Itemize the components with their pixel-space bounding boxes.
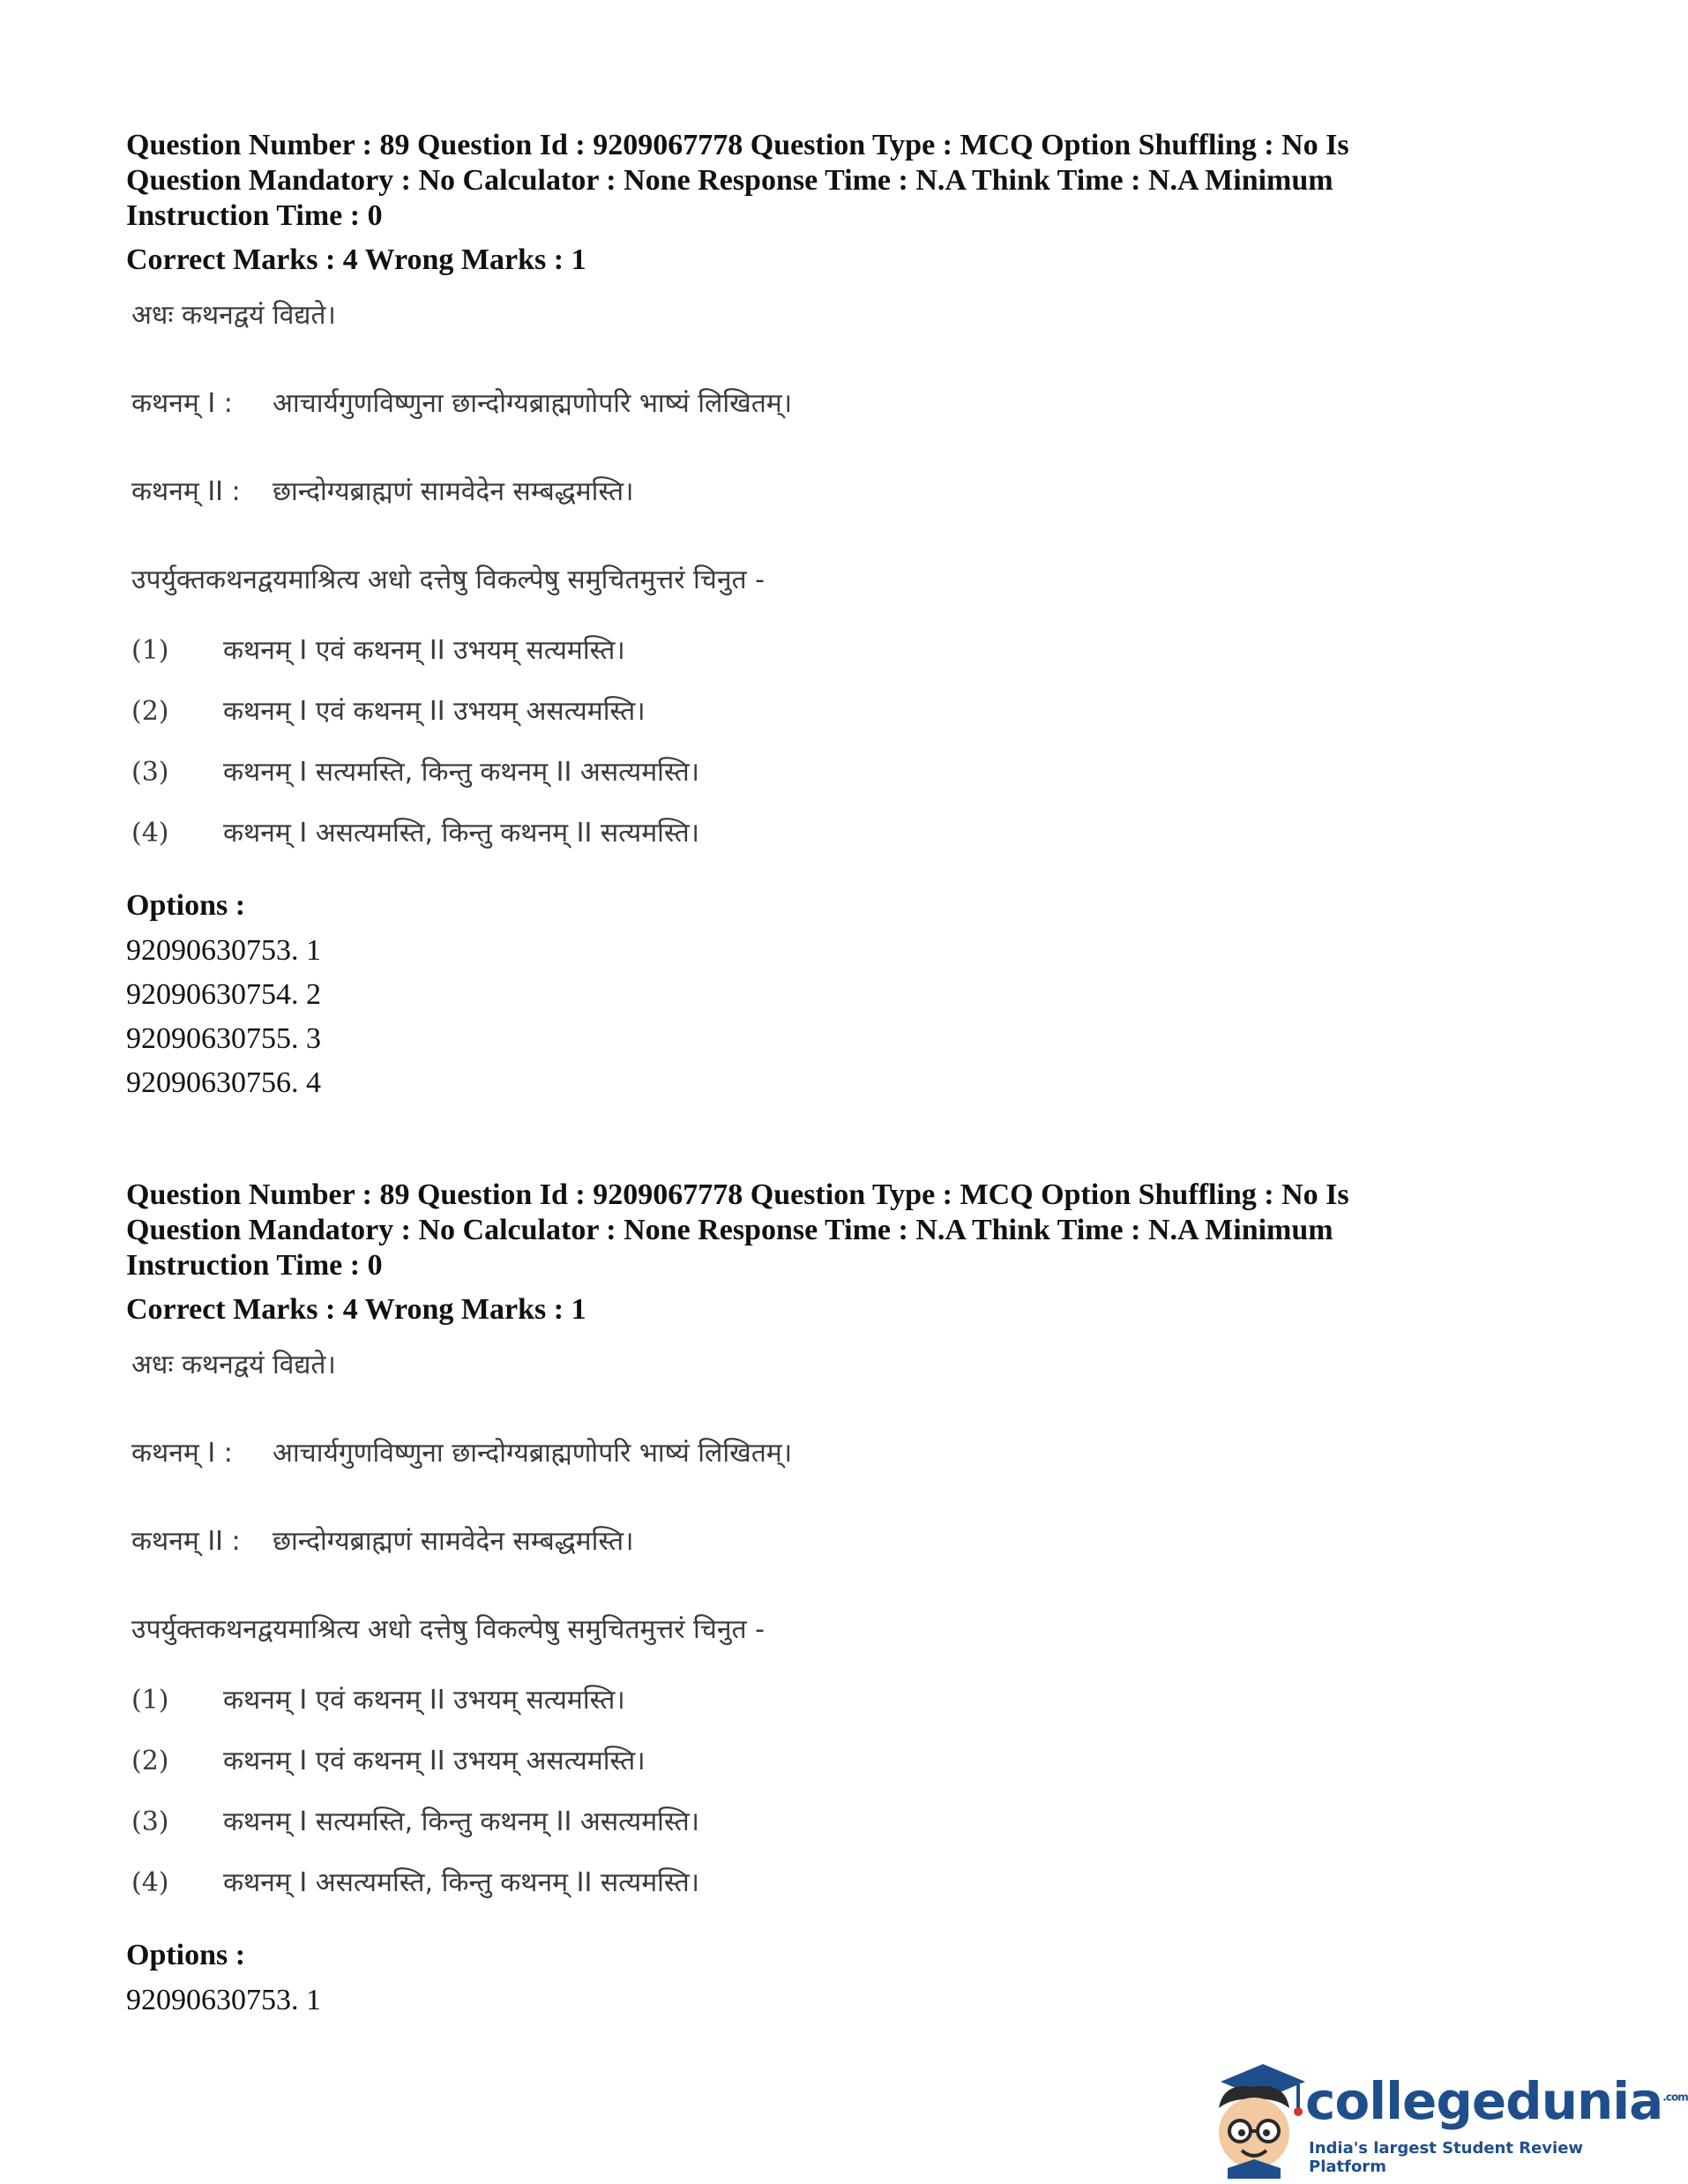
choice-item: [131, 681, 1502, 742]
statement-2: [131, 470, 1502, 514]
question-body: [131, 1343, 1502, 1913]
choice-text: कथनम् I सत्यमस्ति, किन्तु कथनम् II असत्यमस्ति।: [223, 1806, 700, 1837]
choice-item: [131, 1670, 1502, 1731]
choice-number: (4): [131, 1867, 169, 1898]
choice-text: कथनम् I असत्यमस्ति, किन्तु कथनम् II सत्यमस्ति।: [223, 818, 700, 849]
collegedunia-logo: [1201, 2055, 1688, 2179]
choice-text: कथनम् I एवं कथनम् II उभयम् असत्यमस्ति।: [223, 1746, 646, 1776]
option-item: 92090630753. 1: [126, 1984, 321, 2016]
choice-number: (3): [131, 1806, 169, 1837]
choice-number: (1): [131, 635, 169, 666]
options-heading: Options :: [126, 1939, 246, 1971]
marks-line: Correct Marks : 4 Wrong Marks : 1: [126, 1293, 586, 1326]
choice-number: (2): [131, 696, 169, 727]
options-heading: Options :: [126, 889, 246, 922]
instruction-text: उपर्युक्तकथनद्वयमाश्रित्य अधो दत्तेषु विकल्पेषु समुचितमुत्तरं चिनुत -: [131, 1614, 765, 1645]
statement-1: [131, 1432, 1502, 1476]
question-block-2: [126, 1178, 1502, 2023]
statement-label: कथनम् II :: [131, 1526, 241, 1557]
question-meta: Question Number : 89 Question Id : 9209067778 Question Type : MCQ Option Shuffling : No Is Question Mandatory : No Calculator : None Response Time : N.A Think Time : N.A Minimum Instruction Time : 0: [126, 129, 1349, 232]
option-item: 92090630754. 2: [126, 978, 321, 1011]
choice-item: [131, 1791, 1502, 1852]
option-item: 92090630755. 3: [126, 1022, 321, 1055]
options-list: [126, 929, 1502, 1105]
choice-item: [131, 620, 1502, 681]
option-item: 92090630756. 4: [126, 1066, 321, 1099]
brand-tagline: India's largest Student Review Platform: [1309, 2139, 1584, 2176]
marks-line: Correct Marks : 4 Wrong Marks : 1: [126, 243, 586, 276]
statement-1: [131, 382, 1502, 426]
question-body: [131, 294, 1502, 864]
choice-number: (3): [131, 757, 169, 788]
brand-name: collegedunia$^{.com}$: [1305, 2071, 1688, 2131]
choice-number: (2): [131, 1746, 169, 1776]
mascot-icon: [1201, 2055, 1307, 2179]
statement-text: छान्दोग्यब्राह्मणं सामवेदेन सम्बद्धमस्ति।: [273, 1526, 634, 1557]
choice-item: [131, 1852, 1502, 1913]
choice-text: कथनम् I असत्यमस्ति, किन्तु कथनम् II सत्यमस्ति।: [223, 1867, 700, 1898]
choice-item: [131, 803, 1502, 864]
options-list: [126, 1978, 1502, 2023]
choice-item: [131, 1731, 1502, 1791]
statement-label: कथनम् I :: [131, 1438, 233, 1469]
statement-text: आचार्यगुणविष्णुना छान्दोग्यब्राह्मणोपरि भाष्यं लिखितम्।: [273, 1438, 793, 1469]
intro-text: अधः कथनद्वयं विद्यते।: [131, 300, 336, 331]
choice-number: (1): [131, 1685, 169, 1716]
intro-text: अधः कथनद्वयं विद्यते।: [131, 1350, 336, 1380]
question-block-1: [126, 128, 1502, 1105]
statement-2: [131, 1520, 1502, 1564]
choice-number: (4): [131, 818, 169, 849]
choice-item: [131, 742, 1502, 803]
choice-text: कथनम् I एवं कथनम् II उभयम् सत्यमस्ति।: [223, 1685, 625, 1716]
statement-label: कथनम् II :: [131, 476, 241, 507]
choice-text: कथनम् I सत्यमस्ति, किन्तु कथनम् II असत्यमस्ति।: [223, 757, 700, 788]
choice-text: कथनम् I एवं कथनम् II उभयम् सत्यमस्ति।: [223, 635, 625, 666]
question-meta: Question Number : 89 Question Id : 9209067778 Question Type : MCQ Option Shuffling : No Is Question Mandatory : No Calculator : None Response Time : N.A Think Time : N.A Minimum Instruction Time : 0: [126, 1178, 1349, 1282]
statement-text: छान्दोग्यब्राह्मणं सामवेदेन सम्बद्धमस्ति।: [273, 476, 634, 507]
option-item: 92090630753. 1: [126, 934, 321, 967]
statement-label: कथनम् I :: [131, 388, 233, 419]
instruction-text: उपर्युक्तकथनद्वयमाश्रित्य अधो दत्तेषु विकल्पेषु समुचितमुत्तरं चिनुत -: [131, 565, 765, 595]
choice-text: कथनम् I एवं कथनम् II उभयम् असत्यमस्ति।: [223, 696, 646, 727]
statement-text: आचार्यगुणविष्णुना छान्दोग्यब्राह्मणोपरि भाष्यं लिखितम्।: [273, 388, 793, 419]
